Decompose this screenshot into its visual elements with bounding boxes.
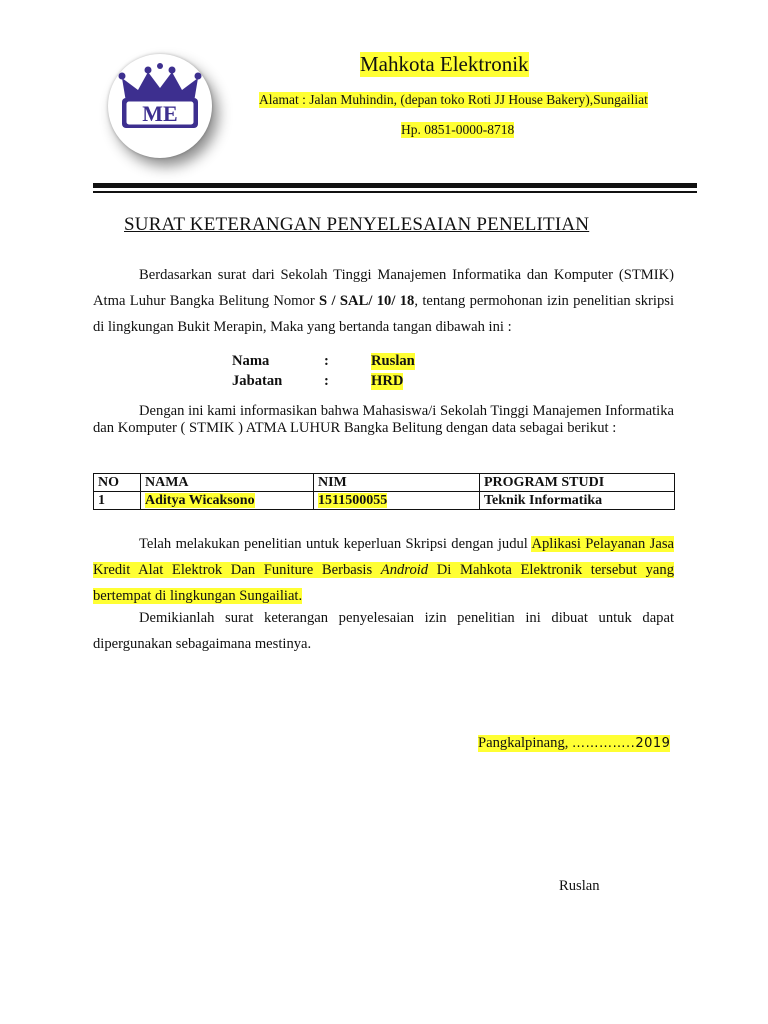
header-no: NO <box>94 474 141 492</box>
header-divider-thick <box>93 183 697 188</box>
letter-title: SURAT KETERANGAN PENYELESAIAN PENELITIAN <box>124 214 590 235</box>
student-name: Aditya Wicaksono <box>145 493 255 508</box>
thesis-title-part2: Di Mahkota Elektronik tersebut yang bertempat di lingkungan Sungailiat. <box>93 562 674 604</box>
company-name: Mahkota Elektronik <box>360 52 529 76</box>
header-program-studi: PROGRAM STUDI <box>480 474 675 492</box>
table-header-row <box>94 474 675 492</box>
letter-reference-number: S / SAL/ 10/ 18 <box>319 293 415 309</box>
signer-name: Ruslan <box>559 878 600 894</box>
student-info-text: Dengan ini kami informasikan bahwa Mahasiswa/i Sekolah Tinggi Manajemen Informatika dan Komputer ( STMIK ) ATMA LUHUR Bangka Belitung dengan data sebagai berikut : <box>93 403 674 436</box>
name-label: Nama <box>232 353 270 369</box>
name-colon: : <box>324 353 329 369</box>
company-logo <box>108 54 212 158</box>
thesis-title-italic: Android <box>380 562 429 578</box>
company-address: Alamat : Jalan Muhindin, (depan toko Roti JJ House Bakery),Sungailiat <box>259 92 648 107</box>
cell-nama <box>141 492 314 510</box>
student-nim: 1511500055 <box>318 493 388 508</box>
place-date <box>478 735 670 752</box>
date-dots: ………….. <box>572 736 636 751</box>
intro-text-after: , tentang permohonan izin penelitian skripsi di lingkungan Bukit Merapin, Maka yang bertanda tangan dibawah ini : <box>93 293 674 335</box>
closing-text: Demikianlah surat keterangan penyelesaian izin penelitian ini dibuat untuk dapat dipergunakan sebagaimana mestinya. <box>93 610 674 652</box>
header-nama: NAMA <box>141 474 314 492</box>
name-value: Ruslan <box>371 353 415 369</box>
research-paragraph <box>93 531 674 609</box>
header-divider-thin <box>93 191 697 193</box>
thesis-title-part1: Aplikasi Pelayanan Jasa Kredit Alat Elektrok Dan Funiture Berbasis <box>93 536 674 578</box>
cell-program-studi: Teknik Informatika <box>480 492 675 510</box>
research-text-before: Telah melakukan penelitian untuk keperluan Skripsi dengan judul <box>139 536 532 552</box>
crown-icon <box>108 54 212 158</box>
company-phone: Hp. 0851-0000-8718 <box>401 122 515 137</box>
intro-paragraph <box>93 262 674 340</box>
date-year: 2019 <box>635 736 671 751</box>
closing-paragraph <box>93 605 674 657</box>
student-info-paragraph <box>93 403 674 437</box>
logo-initials: ME <box>142 101 178 126</box>
position-value: HRD <box>371 373 404 389</box>
position-label: Jabatan <box>232 373 283 389</box>
header-nim: NIM <box>314 474 480 492</box>
table-row <box>94 492 675 510</box>
position-colon: : <box>324 373 329 389</box>
cell-nim <box>314 492 480 510</box>
student-table <box>93 473 675 510</box>
intro-text-before: Berdasarkan surat dari Sekolah Tinggi Manajemen Informatika dan Komputer (STMIK) Atma Luhur Bangka Belitung Nomor <box>93 267 674 309</box>
cell-no: 1 <box>94 492 141 510</box>
place-text: Pangkalpinang, <box>478 735 573 751</box>
